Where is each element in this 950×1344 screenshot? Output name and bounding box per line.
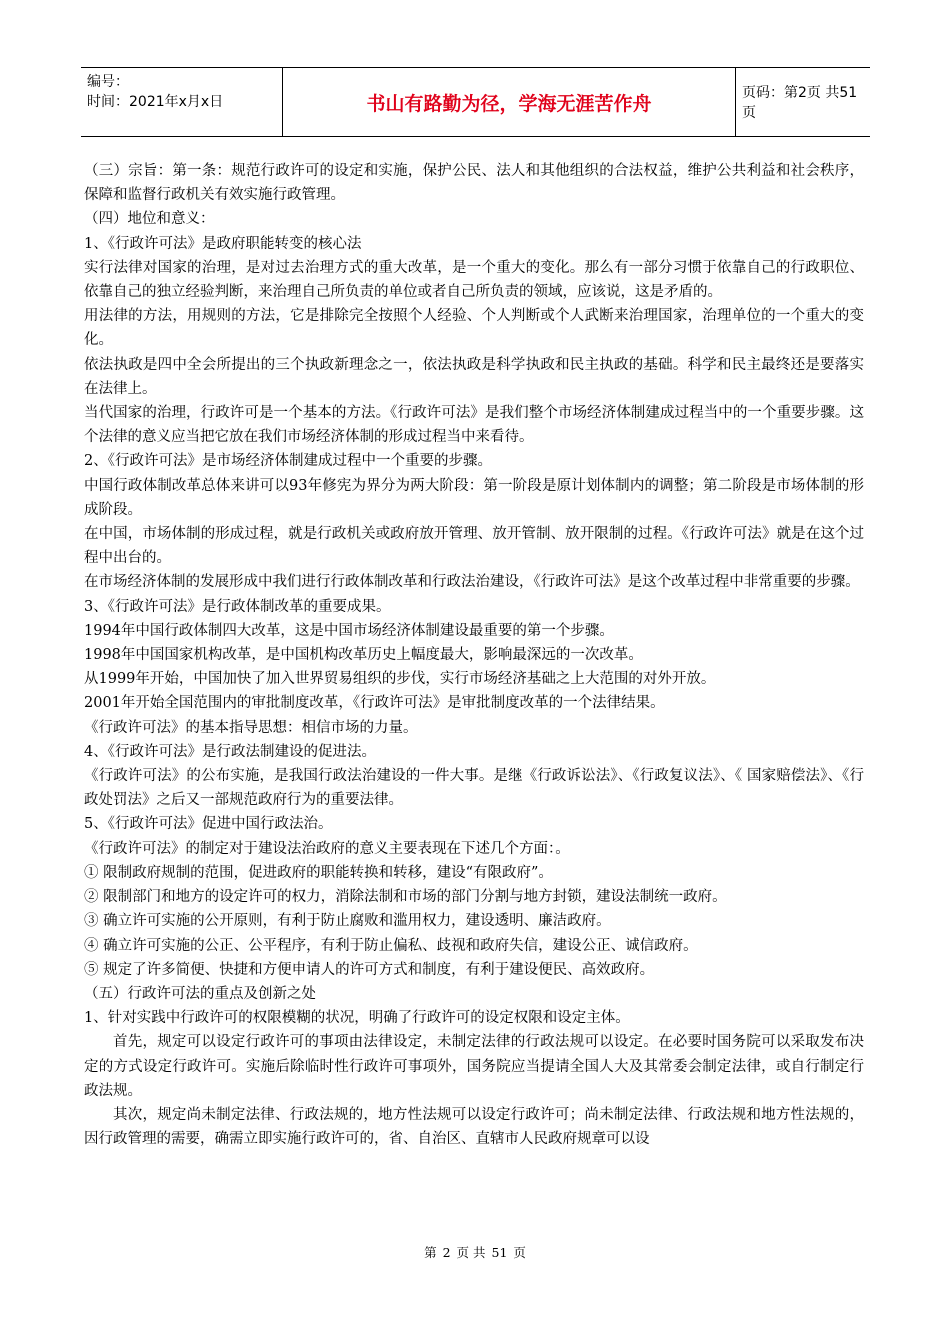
body-paragraph: 《行政许可法》的基本指导思想：相信市场的力量。 xyxy=(84,719,418,736)
body-paragraph: 当代国家的治理，行政许可是一个基本的方法。《行政许可法》是我们整个市场经济体制建成过程当中的一个重要步骤。这个法律的意义应当把它放在我们市场经济体制的形成过程当中来看待。 xyxy=(84,405,864,446)
footer-prefix: 第 xyxy=(424,1245,437,1260)
body-paragraph: 在中国，市场体制的形成过程，就是行政机关或政府放开管理、放开管制、放开限制的过程。《行政许可法》就是在这个过程中出台的。 xyxy=(84,526,864,567)
body-paragraph: （四）地位和意义： xyxy=(84,211,215,228)
footer-page-number: 2 xyxy=(442,1245,451,1260)
document-date-label: 时间：2021年x月x日 xyxy=(87,94,224,110)
body-paragraph: 《行政许可法》的公布实施，是我国行政法治建设的一件大事。是继《行政诉讼法》、《行政复议法》、《 国家赔偿法》、《行政处罚法》之后又一部规范政府行为的重要法律。 xyxy=(84,768,864,809)
body-paragraph: ④ 确立许可实施的公正、公平程序，有利于防止偏私、歧视和政府失信，建设公正、诚信政府。 xyxy=(84,937,698,954)
body-paragraph: 2、《行政许可法》是市场经济体制建成过程中一个重要的步骤。 xyxy=(84,453,492,470)
body-paragraph: ① 限制政府规制的范围，促进政府的职能转换和转移，建设“有限政府”。 xyxy=(84,864,553,881)
footer-middle: 页 共 xyxy=(456,1245,486,1260)
document-number-label: 编号： xyxy=(87,74,129,90)
header-motto: 书山有路勤为径，学海无涯苦作舟 xyxy=(282,68,736,136)
header-page-info: 页码：第2页 共51页 xyxy=(742,85,858,121)
body-paragraph: 实行法律对国家的治理，是对过去治理方式的重大改革，是一个重大的变化。那么有一部分习惯于依靠自己的行政职位、依靠自己的独立经验判断，来治理自己所负责的单位或者自己所负责的领域，应该说，这是矛盾的。 xyxy=(84,259,864,301)
header-meta xyxy=(81,68,282,136)
body-paragraph: ⑤ 规定了许多简便、快捷和方便申请人的许可方式和制度，有利于建设便民、高效政府。 xyxy=(84,961,655,978)
body-paragraph: 2001年开始全国范围内的审批制度改革，《行政许可法》是审批制度改革的一个法律结果。 xyxy=(84,695,665,712)
page-footer xyxy=(0,1243,950,1261)
body-paragraph: 《行政许可法》的制定对于建设法治政府的意义主要表现在下述几个方面：。 xyxy=(84,840,570,857)
footer-suffix: 页 xyxy=(513,1245,526,1260)
body-paragraph: 1998年中国国家机构改革，是中国机构改革历史上幅度最大，影响最深远的一次改革。 xyxy=(84,647,643,664)
document-body xyxy=(84,159,864,1151)
footer-total-pages: 51 xyxy=(491,1245,508,1260)
body-paragraph: 在市场经济体制的发展形成中我们进行行政体制改革和行政法治建设，《行政许可法》是这个改革过程中非常重要的步骤。 xyxy=(84,574,860,591)
body-paragraph: ② 限制部门和地方的设定许可的权力，消除法制和市场的部门分割与地方封锁，建设法制统一政府。 xyxy=(84,889,727,906)
body-paragraph: 依法执政是四中全会所提出的三个执政新理念之一，依法执政是科学执政和民主执政的基础。科学和民主最终还是要落实在法律上。 xyxy=(84,356,864,397)
body-paragraph: 用法律的方法，用规则的方法，它是排除完全按照个人经验、个人判断或个人武断来治理国家，治理单位的一个重大的变化。 xyxy=(84,308,864,349)
body-paragraph: 1、《行政许可法》是政府职能转变的核心法 xyxy=(84,235,362,252)
body-paragraph: ③ 确立许可实施的公开原则，有利于防止腐败和滥用权力，建设透明、廉洁政府。 xyxy=(84,913,611,930)
body-paragraph: 1、针对实践中行政许可的权限模糊的状况，明确了行政许可的设定权限和设定主体。 xyxy=(84,1010,630,1027)
page-header xyxy=(81,67,870,137)
body-paragraph: 5、《行政许可法》促进中国行政法治。 xyxy=(84,816,333,833)
body-paragraph: 从1999年开始，中国加快了加入世界贸易组织的步伐，实行市场经济基础之上大范围的对外开放。 xyxy=(84,671,716,688)
body-paragraph: 3、《行政许可法》是行政体制改革的重要成果。 xyxy=(84,598,391,615)
body-paragraph: （五）行政许可法的重点及创新之处 xyxy=(84,985,316,1002)
body-paragraph: （三）宗旨：第一条：规范行政许可的设定和实施，保护公民、法人和其他组织的合法权益，维护公共利益和社会秩序，保障和监督行政机关有效实施行政管理。 xyxy=(84,163,864,204)
body-paragraph: 4、《行政许可法》是行政法制建设的促进法。 xyxy=(84,743,376,760)
body-paragraph: 中国行政体制改革总体来讲可以93年修宪为界分为两大阶段：第一阶段是原计划体制内的调整；第二阶段是市场体制的形成阶段。 xyxy=(84,477,864,518)
body-paragraph: 首先，规定可以设定行政许可的事项由法律设定，未制定法律的行政法规可以设定。在必要时国务院可以采取发布决定的方式设定行政许可。实施后除临时性行政许可事项外，国务院应当提请全国人大及其常委会制定法律，或自行制定行政法规。 xyxy=(84,1034,864,1099)
body-paragraph: 其次，规定尚未制定法律、行政法规的，地方性法规可以设定行政许可；尚未制定法律、行政法规和地方性法规的，因行政管理的需要，确需立即实施行政许可的，省、自治区、直辖市人民政府规章可以设 xyxy=(84,1106,864,1148)
body-paragraph: 1994年中国行政体制四大改革，这是中国市场经济体制建设最重要的第一个步骤。 xyxy=(84,622,614,639)
